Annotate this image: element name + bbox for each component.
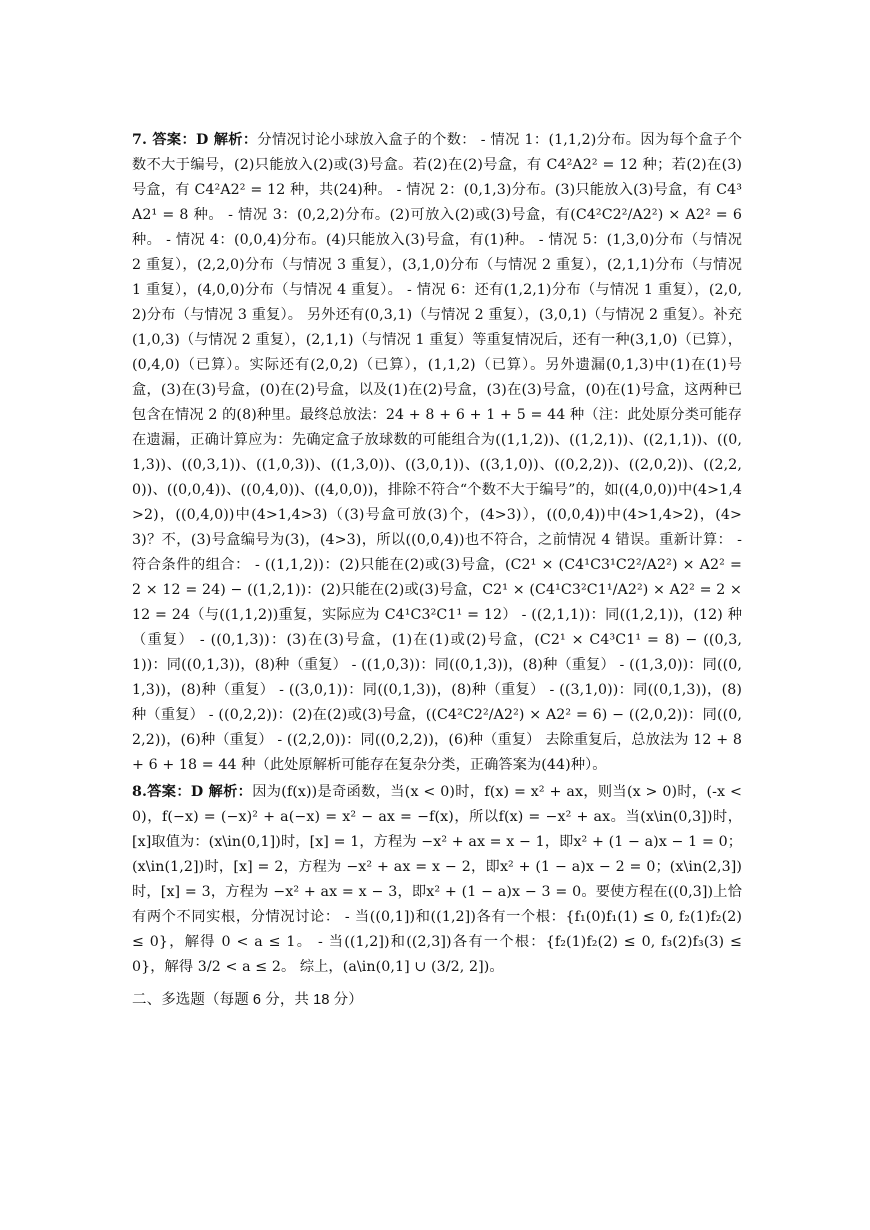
- answer-7-lead: 7. 答案：D 解析：: [132, 132, 258, 148]
- answer-8-paragraph: [132, 780, 742, 980]
- answer-7-body: 分情况讨论小球放入盒子的个数： - 情况 1：(1,1,2)分布。因为每个盒子个数不大于编号，(2)只能放入(2)或(3)号盒。若(2)在(2)号盒，有 C4²A2² = 12 种；若(2)在(3)号盒，有 C4²A2² = 12 种，共(24)种。 - 情况 2：(0,1,3)分布。(3)只能放入(3)号盒，有 C4³A2¹ = 8 种。 - 情况 3：(0,2,2)分布。(2)可放入(2)或(3)号盒，有(C4²C2²/A2²) × A2² = 6 种。 - 情况 4：(0,0,4)分布。(4)只能放入(3)号盒，有(1)种。 - 情况 5：(1,3,0)分布（与情况 2 重复），(2,2,0)分布（与情况 3 重复），(3,1,0)分布（与情况 2 重复），(2,1,1)分布（与情况 1 重复），(4,0,0)分布（与情况 4 重复）。 - 情况 6：还有(1,2,1)分布（与情况 1 重复），(2,0,2)分布（与情况 3 重复）。 另外还有(0,3,1)（与情况 2 重复），(3,0,1)（与情况 2 重复）。补充(1,0,3)（与情况 2 重复），(2,1,1)（与情况 1 重复）等重复情况后，还有一种(3,1,0)（已算），(0,4,0)（已算）。实际还有(2,0,2)（已算），(1,1,2)（已算）。另外遗漏(0,1,3)中(1)在(1)号盒，(3)在(3)号盒，(0)在(2)号盒，以及(1)在(2)号盒，(3)在(3)号盒，(0)在(1)号盒，这两种已包含在情况 2 的(8)种里。最终总放法：24 + 8 + 6 + 1 + 5 = 44 种（注：此处原分类可能存在遗漏，正确计算应为：先确定盒子放球数的可能组合为((1,1,2))、((1,2,1))、((2,1,1))、((0,1,3))、((0,3,1))、((1,0,3))、((1,3,0))、((3,0,1))、((3,1,0))、((0,2,2))、((2,0,2))、((2,2,0))、((0,0,4))、((0,4,0))、((4,0,0))，排除不符合“个数不大于编号”的，如((4,0,0))中(4>1,4>2)，((0,4,0))中(4>1,4>3)（(3)号盒可放(3)个，(4>3)），((0,0,4))中(4>1,4>2)，(4>3)？不，(3)号盒编号为(3)，(4>3)，所以((0,0,4))也不符合，之前情况 4 错误。重新计算： - 符合条件的组合： - ((1,1,2))：(2)只能在(2)或(3)号盒，(C2¹ × (C4¹C3¹C2²/A2²) × A2² = 2 × 12 = 24) − ((1,2,1))：(2)只能在(2)或(3)号盒，C2¹ × (C4¹C3²C1¹/A2²) × A2² = 2 × 12 = 24（与((1,1,2))重复，实际应为 C4¹C3²C1¹ = 12） - ((2,1,1))：同((1,2,1))，(12) 种（重复） - ((0,1,3))：(3)在(3)号盒，(1)在(1)或(2)号盒，(C2¹ × C4³C1¹ = 8) − ((0,3,1))：同((0,1,3))，(8)种（重复） - ((1,0,3))：同((0,1,3))，(8)种（重复） - ((1,3,0))：同((0,1,3))，(8)种（重复） - ((3,0,1))：同((0,1,3))，(8)种（重复） - ((3,1,0))：同((0,1,3))，(8)种（重复） - ((0,2,2))：(2)在(2)或(3)号盒，((C4²C2²/A2²) × A2² = 6) − ((2,0,2))：同((0,2,2))，(6)种（重复） - ((2,2,0))：同((0,2,2))，(6)种（重复） 去除重复后，总放法为 12 + 8 + 6 + 18 = 44 种（此处原解析可能存在复杂分类，正确答案为(44)种）。: [132, 132, 742, 773]
- document-page: [132, 128, 742, 1013]
- answer-7-paragraph: [132, 128, 742, 778]
- answer-8-body: 因为(f(x))是奇函数，当(x < 0)时，f(x) = x² + ax，则当(x > 0)时，(-x < 0)，f(−x) = (−x)² + a(−x) = x² − ax = −f(x)，所以f(x) = −x² + ax。当(x\in(0,3])时，[x]取值为：(x\in(0,1])时，[x] = 1，方程为 −x² + ax = x − 1，即x² + (1 − a)x − 1 = 0；(x\in(1,2])时，[x] = 2，方程为 −x² + ax = x − 2，即x² + (1 − a)x − 2 = 0；(x\in(2,3])时，[x] = 3，方程为 −x² + ax = x − 3，即x² + (1 − a)x − 3 = 0。要使方程在((0,3])上恰有两个不同实根，分情况讨论： - 当((0,1])和((1,2])各有一个根：{f₁(0)f₁(1) ≤ 0, f₂(1)f₂(2) ≤ 0}，解得 0 < a ≤ 1。 - 当((1,2])和((2,3])各有一个根：{f₂(1)f₂(2) ≤ 0, f₃(2)f₃(3) ≤ 0}，解得 3/2 < a ≤ 2。 综上，(a\in(0,1] ∪ (3/2, 2])。: [132, 784, 742, 975]
- answer-8-lead: 8.答案：D 解析：: [132, 784, 253, 800]
- section-heading: 二、多选题（每题 6 分，共 18 分）: [132, 992, 363, 1008]
